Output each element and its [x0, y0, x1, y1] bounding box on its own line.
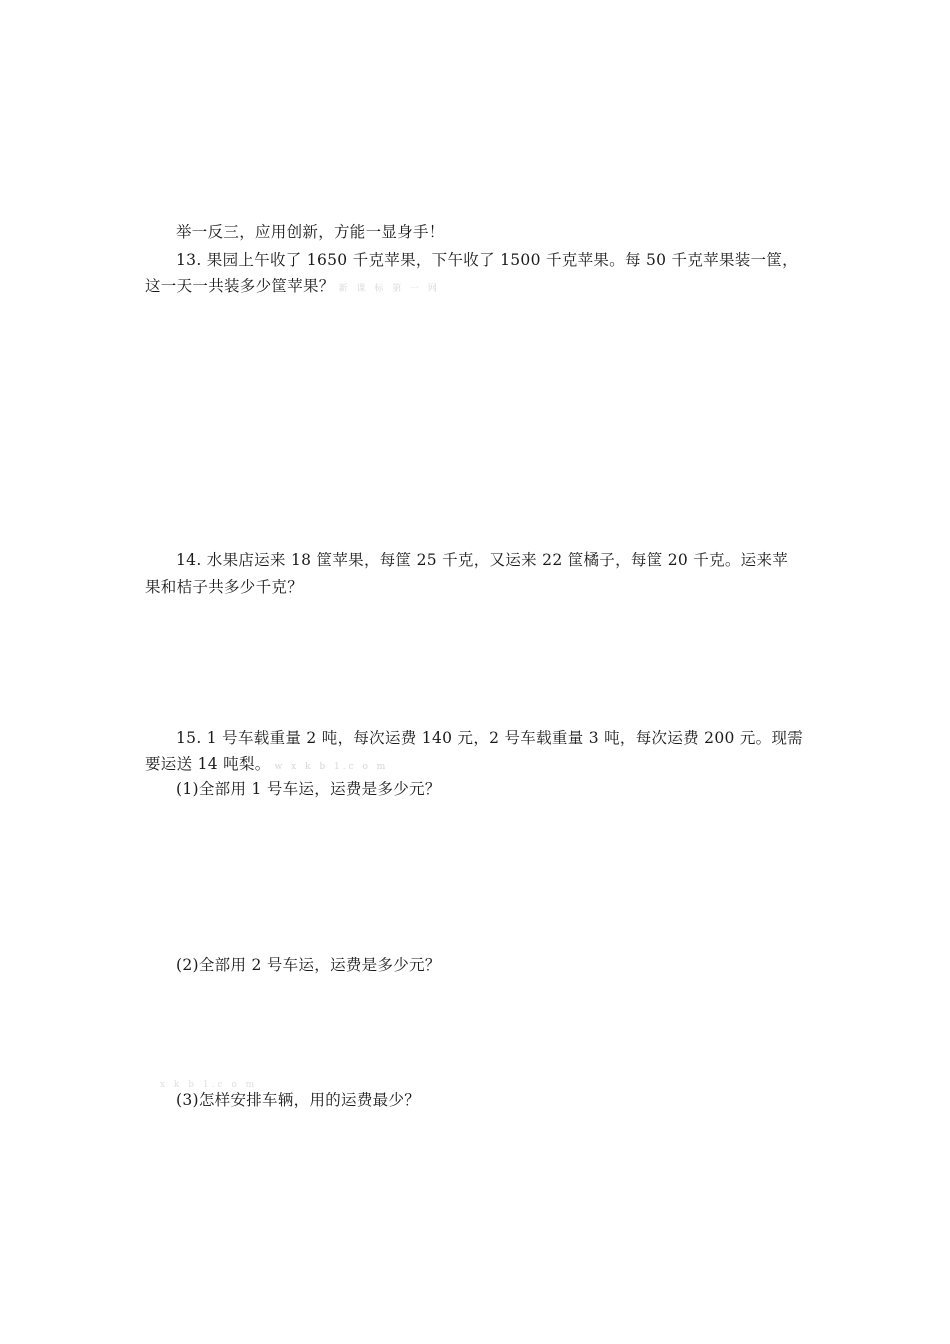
- question-15-line-1: 15. 1 号车载重量 2 吨，每次运费 140 元，2 号车载重量 3 吨，每次运费 200 元。现需: [176, 729, 804, 747]
- question-14-line-2: 果和桔子共多少千克？: [145, 578, 304, 596]
- watermark-text: 新 课 标 第 一 网: [338, 284, 440, 294]
- question-14-line-1: 14. 水果店运来 18 筐苹果，每筐 25 千克，又运来 22 筐橘子，每筐 20 千克。运来苹: [176, 551, 789, 569]
- question-15-text: 要运送 14 吨梨。: [145, 755, 271, 773]
- watermark-text: x k b 1.c o m: [160, 1080, 258, 1090]
- question-15-line-2: [145, 754, 388, 777]
- question-13-text: 这一天一共装多少筐苹果？: [145, 277, 335, 295]
- question-15-sub-1: (1)全部用 1 号车运，运费是多少元？: [176, 780, 441, 798]
- question-15-sub-3: (3)怎样安排车辆，用的运费最少？: [176, 1091, 421, 1109]
- watermark-text: w x k b 1.c o m: [274, 762, 389, 772]
- question-15-sub-2: (2)全部用 2 号车运，运费是多少元？: [176, 956, 441, 974]
- section-heading: 举一反三，应用创新，方能一显身手！: [176, 223, 445, 241]
- question-13-line-2: [145, 276, 440, 299]
- question-13-line-1: 13. 果园上午收了 1650 千克苹果，下午收了 1500 千克苹果。每 50 千克苹果装一筐，: [176, 251, 798, 269]
